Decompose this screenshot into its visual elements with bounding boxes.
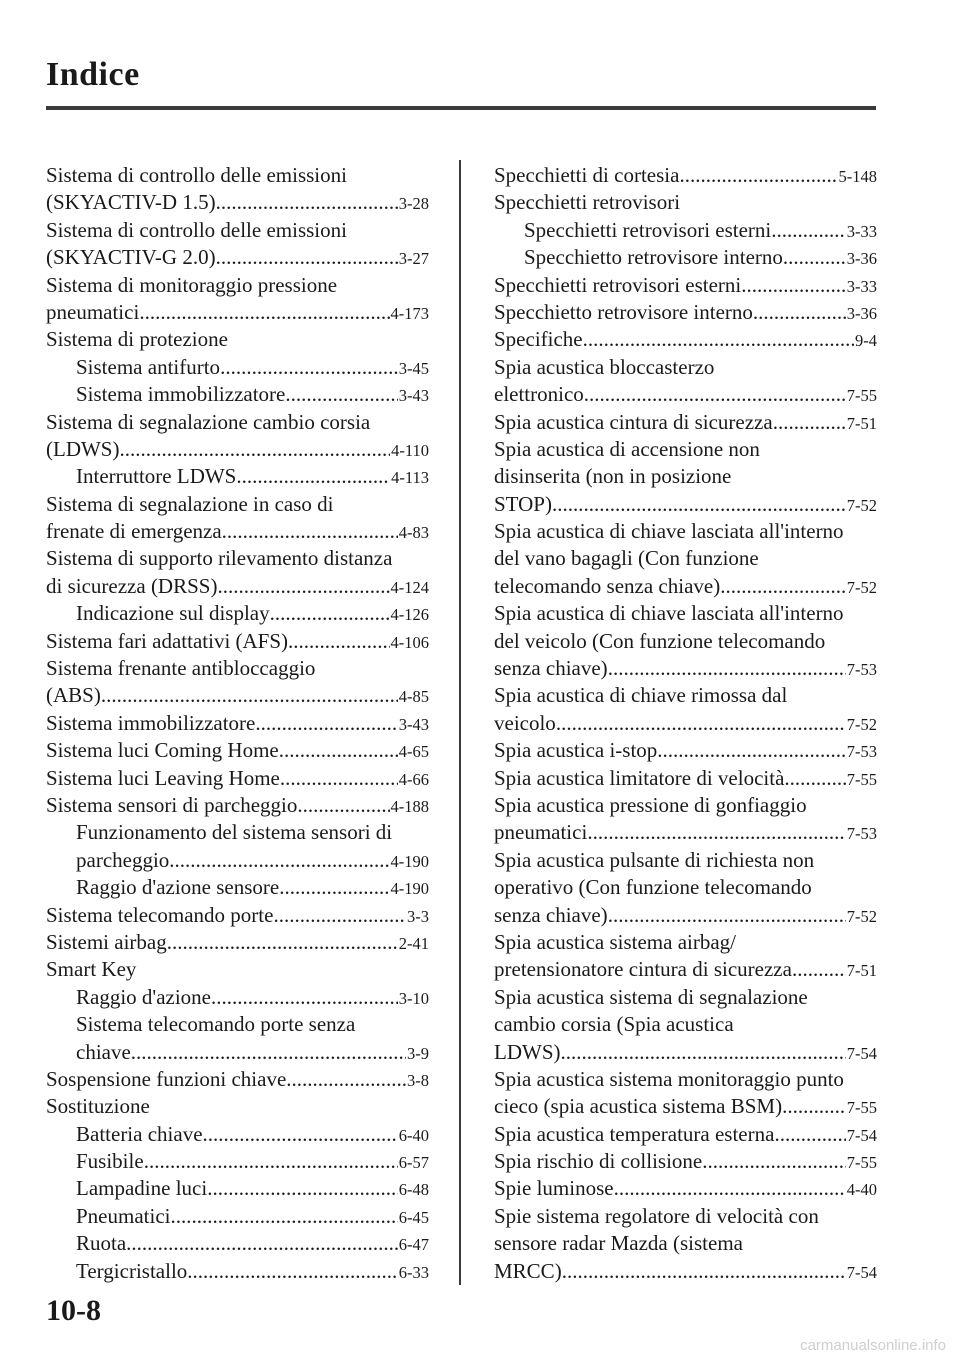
page-number: 10-8 — [46, 1294, 101, 1327]
entry-text: Spia acustica temperatura esterna — [494, 1121, 775, 1146]
index-entry — [46, 518, 429, 545]
index-entry — [494, 1148, 877, 1175]
index-entry — [46, 354, 429, 381]
dot-leader — [216, 189, 398, 216]
index-entry — [494, 381, 877, 408]
index-entry — [46, 929, 429, 956]
page-reference: 3-33 — [846, 276, 877, 296]
index-entry — [494, 354, 877, 381]
page-reference: 7-52 — [846, 906, 877, 926]
index-entry — [494, 984, 877, 1011]
dot-leader — [170, 1203, 397, 1230]
dot-leader — [101, 682, 398, 709]
entry-text: Specifiche — [494, 327, 583, 352]
page-reference: 7-53 — [846, 742, 877, 762]
entry-text: Tergicristallo — [76, 1258, 188, 1283]
index-entry — [46, 491, 429, 518]
entry-text: Spia acustica sistema monitoraggio punto — [494, 1066, 844, 1091]
dot-leader — [562, 1258, 846, 1285]
dot-leader — [236, 463, 390, 490]
entry-text: Sistemi airbag — [46, 929, 167, 954]
index-entry — [494, 1039, 877, 1066]
page-reference: 4-173 — [390, 303, 429, 323]
page-reference: 4-113 — [391, 468, 429, 488]
dot-leader — [614, 1175, 846, 1202]
index-entry — [46, 463, 429, 490]
page-reference: 4-65 — [398, 742, 429, 762]
index-entry — [46, 162, 429, 189]
dot-leader — [280, 765, 398, 792]
index-entry — [46, 956, 429, 983]
index-entry — [494, 1066, 877, 1093]
index-entry — [494, 765, 877, 792]
page-reference: 4-66 — [398, 769, 429, 789]
entry-text: Lampadine luci — [76, 1176, 208, 1201]
dot-leader — [144, 1148, 398, 1175]
page-reference: 7-52 — [846, 495, 877, 515]
entry-text: Interruttore LDWS — [76, 464, 237, 489]
page-reference: 3-10 — [398, 988, 429, 1008]
entry-text: pneumatici — [494, 820, 588, 845]
entry-text: Sistema fari adattativi (AFS) — [46, 628, 289, 653]
dot-leader — [753, 299, 846, 326]
dot-leader — [784, 765, 845, 792]
dot-leader — [608, 655, 846, 682]
page-reference: 3-28 — [398, 194, 429, 214]
entry-text: Sistema di monitoraggio pressione — [46, 272, 338, 297]
dot-leader — [552, 491, 846, 518]
entry-text: pretensionatore cintura di sicurezza — [494, 957, 792, 982]
page-title: Indice — [46, 56, 140, 93]
dot-leader — [167, 929, 398, 956]
dot-leader — [211, 984, 398, 1011]
header-rule — [46, 106, 876, 110]
index-entry — [494, 326, 877, 353]
entry-text: pneumatici — [46, 299, 140, 324]
index-entry — [494, 1093, 877, 1120]
index-entry — [494, 491, 877, 518]
dot-leader — [792, 956, 846, 983]
entry-text: LDWS) — [494, 1039, 561, 1064]
index-entry — [46, 819, 429, 846]
index-entry — [494, 436, 877, 463]
entry-text: senza chiave) — [494, 902, 608, 927]
page-reference: 3-27 — [398, 249, 429, 269]
entry-text: Sistema frenante antibloccaggio — [46, 656, 316, 681]
index-entry — [494, 710, 877, 737]
page-reference: 3-43 — [398, 714, 429, 734]
entry-text: STOP) — [494, 491, 552, 516]
entry-text: Sistema telecomando porte — [46, 902, 274, 927]
index-entry — [46, 710, 429, 737]
index-entry — [494, 792, 877, 819]
dot-leader — [273, 902, 406, 929]
page-reference: 6-45 — [398, 1207, 429, 1227]
entry-text: Specchietto retrovisore interno — [524, 245, 783, 270]
dot-leader — [657, 737, 845, 764]
page-reference: 9-4 — [855, 331, 877, 351]
dot-leader — [139, 299, 389, 326]
dot-leader — [270, 600, 390, 627]
page-reference: 7-53 — [846, 660, 877, 680]
entry-text: Spia acustica di chiave rimossa dal — [494, 683, 788, 708]
index-entry — [46, 573, 429, 600]
page-reference: 7-52 — [846, 714, 877, 734]
index-entry — [46, 545, 429, 572]
page-reference: 7-54 — [846, 1262, 877, 1282]
index-entry — [46, 299, 429, 326]
index-entry — [494, 1121, 877, 1148]
page-reference: 4-190 — [390, 879, 429, 899]
entry-text: Sistema luci Coming Home — [46, 738, 279, 763]
entry-text: Sistema immobilizzatore — [76, 382, 286, 407]
entry-text: Spia acustica bloccasterzo — [494, 354, 715, 379]
entry-text: senza chiave) — [494, 656, 608, 681]
page-reference: 7-54 — [846, 1125, 877, 1145]
entry-text: Spia acustica pressione di gonfiaggio — [494, 792, 807, 817]
index-entry — [494, 956, 877, 983]
index-entry — [46, 1258, 429, 1285]
index-entry — [494, 162, 877, 189]
entry-text: operativo (Con funzione telecomando — [494, 875, 812, 900]
index-entry — [46, 1203, 429, 1230]
index-entry — [494, 600, 877, 627]
index-entry — [494, 1175, 877, 1202]
entry-text: elettronico — [494, 382, 584, 407]
page-reference: 3-9 — [407, 1043, 429, 1063]
index-column-left — [46, 162, 429, 1285]
entry-text: Sistema di protezione — [46, 327, 228, 352]
entry-text: telecomando senza chiave) — [494, 573, 721, 598]
page-reference: 4-83 — [398, 523, 429, 543]
entry-text: Pneumatici — [76, 1203, 171, 1228]
dot-leader — [216, 244, 398, 271]
dot-leader — [169, 847, 389, 874]
entry-text: Spia acustica di chiave lasciata all'interno — [494, 601, 844, 626]
dot-leader — [286, 1066, 406, 1093]
entry-text: Sistema luci Leaving Home — [46, 765, 280, 790]
index-column-right — [494, 162, 877, 1285]
entry-text: (ABS) — [46, 683, 101, 708]
dot-leader — [297, 792, 389, 819]
entry-text: Spia acustica i-stop — [494, 738, 658, 763]
index-entry — [46, 1121, 429, 1148]
index-entry — [46, 244, 429, 271]
index-entry — [494, 847, 877, 874]
dot-leader — [279, 737, 398, 764]
index-entry — [46, 1066, 429, 1093]
index-entry — [46, 1148, 429, 1175]
entry-text: Spia acustica sistema di segnalazione — [494, 984, 808, 1009]
entry-text: Sistema di segnalazione in caso di — [46, 491, 334, 516]
index-entry — [494, 244, 877, 271]
index-entry — [46, 792, 429, 819]
page-reference: 4-188 — [390, 796, 429, 816]
index-entry — [494, 819, 877, 846]
page-reference: 7-54 — [846, 1043, 877, 1063]
entry-text: Sistema sensori di parcheggio — [46, 792, 298, 817]
index-entry — [46, 1039, 429, 1066]
page-reference: 7-51 — [846, 413, 877, 433]
entry-text: veicolo — [494, 710, 556, 735]
dot-leader — [782, 1093, 846, 1120]
entry-text: Sistema telecomando porte senza — [76, 1012, 356, 1037]
dot-leader — [774, 1121, 845, 1148]
entry-text: Sistema antifurto — [76, 354, 221, 379]
page-reference: 6-47 — [398, 1235, 429, 1255]
dot-leader — [222, 518, 398, 545]
entry-text: Raggio d'azione — [76, 984, 211, 1009]
index-entry — [46, 847, 429, 874]
index-entry — [46, 628, 429, 655]
dot-leader — [285, 381, 397, 408]
page-reference: 6-40 — [398, 1125, 429, 1145]
dot-leader — [587, 819, 845, 846]
entry-text: sensore radar Mazda (sistema — [494, 1231, 743, 1256]
index-entry — [494, 518, 877, 545]
page-reference: 4-106 — [390, 632, 429, 652]
index-entry — [46, 409, 429, 436]
entry-text: Spia acustica cintura di sicurezza — [494, 409, 773, 434]
entry-text: cieco (spia acustica sistema BSM) — [494, 1094, 783, 1119]
entry-text: Ruota — [76, 1231, 127, 1256]
entry-text: Spie sistema regolatore di velocità con — [494, 1203, 819, 1228]
page-reference: 4-190 — [390, 851, 429, 871]
page-reference: 3-33 — [846, 221, 877, 241]
index-entry — [46, 217, 429, 244]
index-entry — [494, 929, 877, 956]
dot-leader — [119, 436, 390, 463]
entry-text: Indicazione sul display — [76, 601, 270, 626]
dot-leader — [679, 162, 837, 189]
dot-leader — [773, 409, 846, 436]
entry-text: Spia acustica di accensione non — [494, 436, 760, 461]
entry-text: Sistema di supporto rilevamento distanza — [46, 546, 393, 571]
entry-text: Spia acustica sistema airbag/ — [494, 929, 737, 954]
page-reference: 3-36 — [846, 303, 877, 323]
entry-text: chiave — [76, 1039, 131, 1064]
index-entry — [46, 189, 429, 216]
index-entry — [494, 1011, 877, 1038]
index-entry — [494, 463, 877, 490]
index-entry — [494, 1203, 877, 1230]
entry-text: Sostituzione — [46, 1094, 150, 1119]
entry-text: Batteria chiave — [76, 1121, 203, 1146]
page-reference: 3-3 — [407, 906, 429, 926]
entry-text: di sicurezza (DRSS) — [46, 573, 218, 598]
index-entry — [494, 189, 877, 216]
entry-text: Spie luminose — [494, 1176, 614, 1201]
page-reference: 4-124 — [390, 577, 429, 597]
page-reference: 7-55 — [846, 1098, 877, 1118]
index-entry — [494, 874, 877, 901]
entry-text: del vano bagagli (Con funzione — [494, 546, 759, 571]
page-reference: 6-57 — [398, 1153, 429, 1173]
dot-leader — [187, 1258, 397, 1285]
page-reference: 4-40 — [846, 1180, 877, 1200]
page-reference: 6-48 — [398, 1180, 429, 1200]
page-reference: 4-110 — [391, 440, 429, 460]
page-reference: 6-33 — [398, 1262, 429, 1282]
entry-text: Specchietti di cortesia — [494, 163, 680, 187]
dot-leader — [203, 1121, 398, 1148]
index-entry — [494, 737, 877, 764]
index-entry — [46, 1093, 429, 1120]
entry-text: Spia acustica pulsante di richiesta non — [494, 847, 815, 872]
index-entry — [46, 272, 429, 299]
column-divider — [459, 160, 461, 1285]
entry-text: cambio corsia (Spia acustica — [494, 1012, 734, 1037]
entry-text: (SKYACTIV-G 2.0) — [46, 245, 216, 270]
dot-leader — [255, 710, 397, 737]
page-reference: 7-55 — [846, 1153, 877, 1173]
index-entry — [494, 299, 877, 326]
entry-text: Raggio d'azione sensore — [76, 875, 280, 900]
index-entry — [46, 1230, 429, 1257]
page-reference: 3-43 — [398, 386, 429, 406]
page-reference: 2-41 — [398, 933, 429, 953]
entry-text: Sospensione funzioni chiave — [46, 1066, 287, 1091]
entry-text: Spia rischio di collisione — [494, 1149, 703, 1174]
index-entry — [46, 765, 429, 792]
page-reference: 7-52 — [846, 577, 877, 597]
entry-text: del veicolo (Con funzione telecomando — [494, 628, 826, 653]
index-entry — [46, 381, 429, 408]
page-reference: 7-55 — [846, 769, 877, 789]
dot-leader — [288, 628, 389, 655]
dot-leader — [561, 1039, 846, 1066]
dot-leader — [131, 1039, 406, 1066]
entry-text: Specchietti retrovisori esterni — [524, 217, 772, 242]
entry-text: Sistema immobilizzatore — [46, 710, 256, 735]
dot-leader — [720, 573, 846, 600]
entry-text: Sistema di segnalazione cambio corsia — [46, 409, 371, 434]
entry-text: Smart Key — [46, 957, 137, 982]
entry-text: disinserita (non in posizione — [494, 464, 732, 489]
dot-leader — [783, 244, 846, 271]
index-entry — [494, 1258, 877, 1285]
entry-text: Fusibile — [76, 1149, 144, 1174]
dot-leader — [556, 710, 846, 737]
entry-text: Specchietto retrovisore interno — [494, 299, 753, 324]
index-entry — [46, 436, 429, 463]
index-entry — [46, 737, 429, 764]
page-reference: 3-8 — [407, 1070, 429, 1090]
dot-leader — [220, 354, 398, 381]
index-entry — [494, 1230, 877, 1257]
entry-text: Sistema di controllo delle emissioni — [46, 217, 347, 242]
index-entry — [46, 1175, 429, 1202]
page-reference: 5-148 — [838, 167, 877, 186]
entry-text: Sistema di controllo delle emissioni — [46, 163, 347, 187]
entry-text: Funzionamento del sistema sensori di — [76, 820, 393, 845]
dot-leader — [702, 1148, 846, 1175]
entry-text: (LDWS) — [46, 436, 120, 461]
page-reference: 7-51 — [846, 961, 877, 981]
dot-leader — [608, 902, 846, 929]
index-entry — [46, 984, 429, 1011]
index-entry — [46, 874, 429, 901]
page-reference: 4-85 — [398, 687, 429, 707]
entry-text: parcheggio — [76, 847, 170, 872]
dot-leader — [584, 381, 846, 408]
entry-text: MRCC) — [494, 1258, 562, 1283]
index-entry — [494, 573, 877, 600]
entry-text: Spia acustica di chiave lasciata all'interno — [494, 519, 844, 544]
dot-leader — [741, 272, 845, 299]
index-entry — [46, 600, 429, 627]
index-entry — [46, 902, 429, 929]
entry-text: (SKYACTIV-D 1.5) — [46, 190, 216, 215]
index-entry — [494, 272, 877, 299]
index-entry — [46, 655, 429, 682]
dot-leader — [207, 1175, 398, 1202]
page-reference: 4-126 — [390, 605, 429, 625]
page-reference: 7-53 — [846, 824, 877, 844]
entry-text: Specchietti retrovisori esterni — [494, 272, 742, 297]
dot-leader — [279, 874, 389, 901]
index-entry — [494, 545, 877, 572]
index-entry — [494, 409, 877, 436]
index-entry — [494, 902, 877, 929]
page-reference: 3-45 — [398, 358, 429, 378]
index-entry — [46, 326, 429, 353]
watermark: carmanualsonline.info — [800, 1337, 946, 1354]
entry-text: Spia acustica limitatore di velocità — [494, 765, 785, 790]
index-entry — [494, 217, 877, 244]
dot-leader — [771, 217, 845, 244]
index-entry — [494, 682, 877, 709]
entry-text: frenate di emergenza — [46, 519, 222, 544]
index-entry — [494, 655, 877, 682]
page-reference: 3-36 — [846, 249, 877, 269]
dot-leader — [217, 573, 389, 600]
dot-leader — [126, 1230, 398, 1257]
index-entry — [46, 1011, 429, 1038]
index-entry — [494, 628, 877, 655]
page-reference: 7-55 — [846, 386, 877, 406]
entry-text: Specchietti retrovisori — [494, 190, 681, 215]
index-entry — [46, 682, 429, 709]
dot-leader — [583, 326, 854, 353]
